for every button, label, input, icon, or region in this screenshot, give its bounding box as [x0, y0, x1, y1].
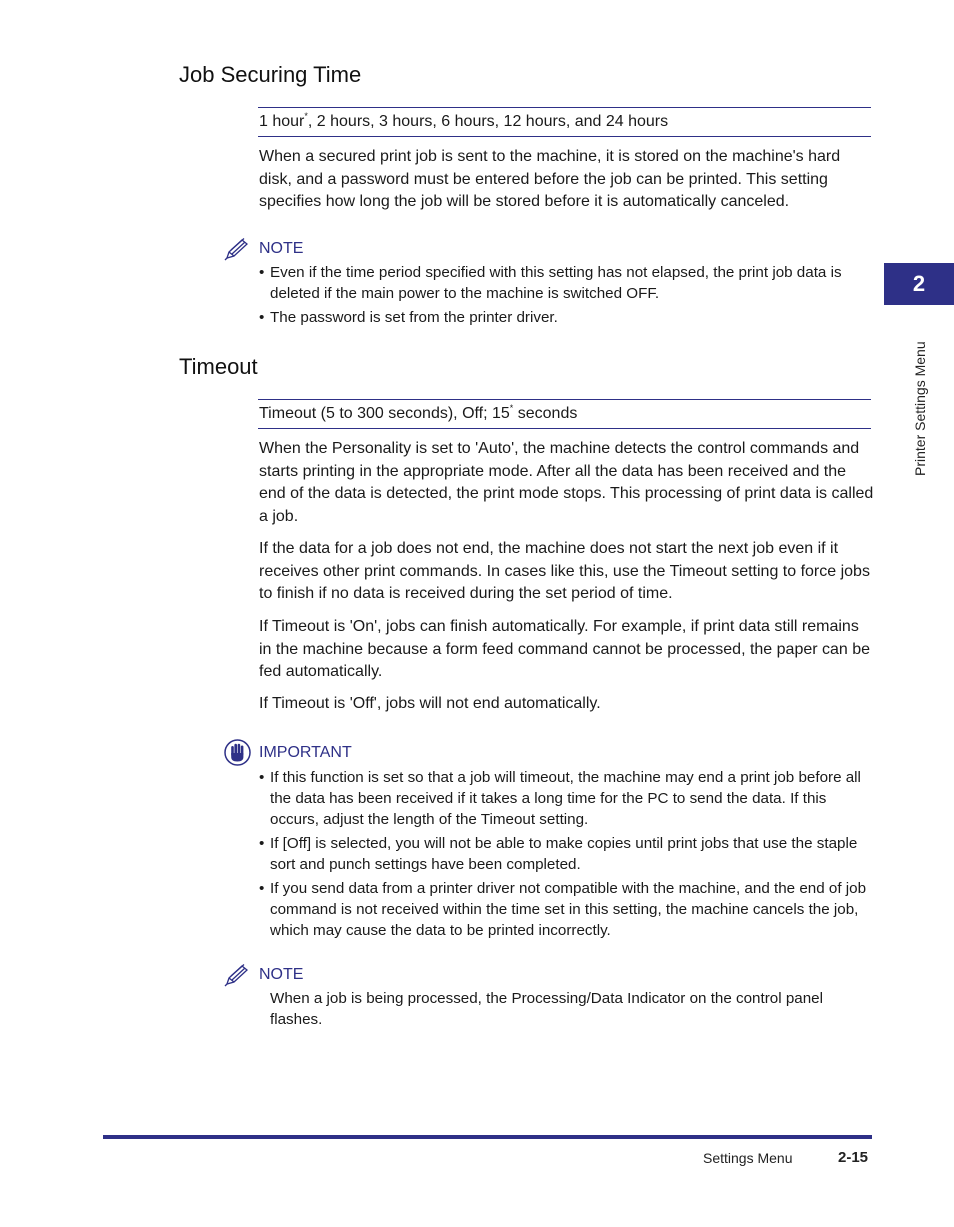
list-item [259, 307, 871, 328]
list-item-text: If this function is set so that a job will timeout, the machine may end a print job before all the data has been received if it takes a long time for the PC to send the data. If this occurs, adjust the length of the Timeout setting. [270, 769, 861, 828]
page-number: 2-15 [838, 1149, 869, 1166]
list-item [259, 262, 871, 304]
default-mark: * [304, 111, 308, 121]
pencil-icon [224, 963, 250, 987]
important-label: IMPORTANT [259, 744, 352, 761]
section-title-timeout: Timeout [179, 354, 258, 379]
bullet: • [259, 835, 265, 852]
list-item [259, 878, 871, 941]
section-title-job-securing-time: Job Securing Time [179, 62, 362, 87]
spec-text: seconds [513, 405, 578, 422]
timeout-options [258, 399, 871, 429]
spec-text: Timeout (5 to 300 seconds), Off; 15 [259, 405, 510, 422]
job-securing-time-options [258, 107, 871, 137]
list-item [259, 767, 871, 830]
list-item [259, 833, 871, 875]
note-bullet-list [259, 262, 871, 331]
bullet: • [259, 309, 265, 326]
hand-stop-icon [224, 739, 251, 766]
list-item-text: Even if the time period specified with this setting has not elapsed, the print job data is deleted if the main power to the machine is switched OFF. [270, 264, 842, 302]
bullet: • [259, 264, 265, 281]
chapter-number-tab: 2 [884, 263, 954, 305]
note-label: NOTE [259, 240, 304, 257]
chapter-side-label: Printer Settings Menu [912, 341, 928, 476]
note-label: NOTE [259, 966, 304, 983]
list-item-text: If you send data from a printer driver not compatible with the machine, and the end of job command is not received within the time set in this setting, the machine cancels the job, which may cause the data to be printed incorrectly. [270, 880, 867, 939]
paragraph: If the data for a job does not end, the machine does not start the next job even if it receives other print commands. In cases like this, use the Timeout setting to force jobs to finish if no data is received during the set period of time. [259, 540, 870, 603]
list-item-text: If [Off] is selected, you will not be able to make copies until print jobs that use the staple sort and punch settings have been completed. [270, 835, 858, 873]
paragraph: When the Personality is set to 'Auto', the machine detects the control commands and starts printing in the appropriate mode. After all the data has been received and the end of the data is detected, the print mode stops. This processing of print data is called a job. [259, 440, 874, 525]
paragraph: If Timeout is 'Off', jobs will not end automatically. [259, 695, 601, 712]
paragraph: When a secured print job is sent to the machine, it is stored on the machine's hard disk, and a password must be entered before the job can be printed. This setting specifies how long the job will be stored before it is automatically canceled. [259, 148, 841, 211]
footer-section-title: Settings Menu [703, 1150, 793, 1166]
important-bullet-list [259, 767, 871, 944]
bullet: • [259, 769, 265, 786]
footer-rule [103, 1135, 872, 1139]
pencil-icon [224, 237, 250, 261]
list-item-text: The password is set from the printer driver. [270, 309, 558, 326]
spec-text: 1 hour [259, 113, 305, 130]
spec-text: , 2 hours, 3 hours, 6 hours, 12 hours, and 24 hours [307, 113, 669, 130]
note-text: When a job is being processed, the Processing/Data Indicator on the control panel flashes. [270, 990, 823, 1028]
paragraph: If Timeout is 'On', jobs can finish automatically. For example, if print data still remains in the machine because a form feed command cannot be processed, the paper can be fed automatically. [259, 618, 871, 681]
bullet: • [259, 880, 265, 897]
default-mark: * [509, 403, 514, 413]
